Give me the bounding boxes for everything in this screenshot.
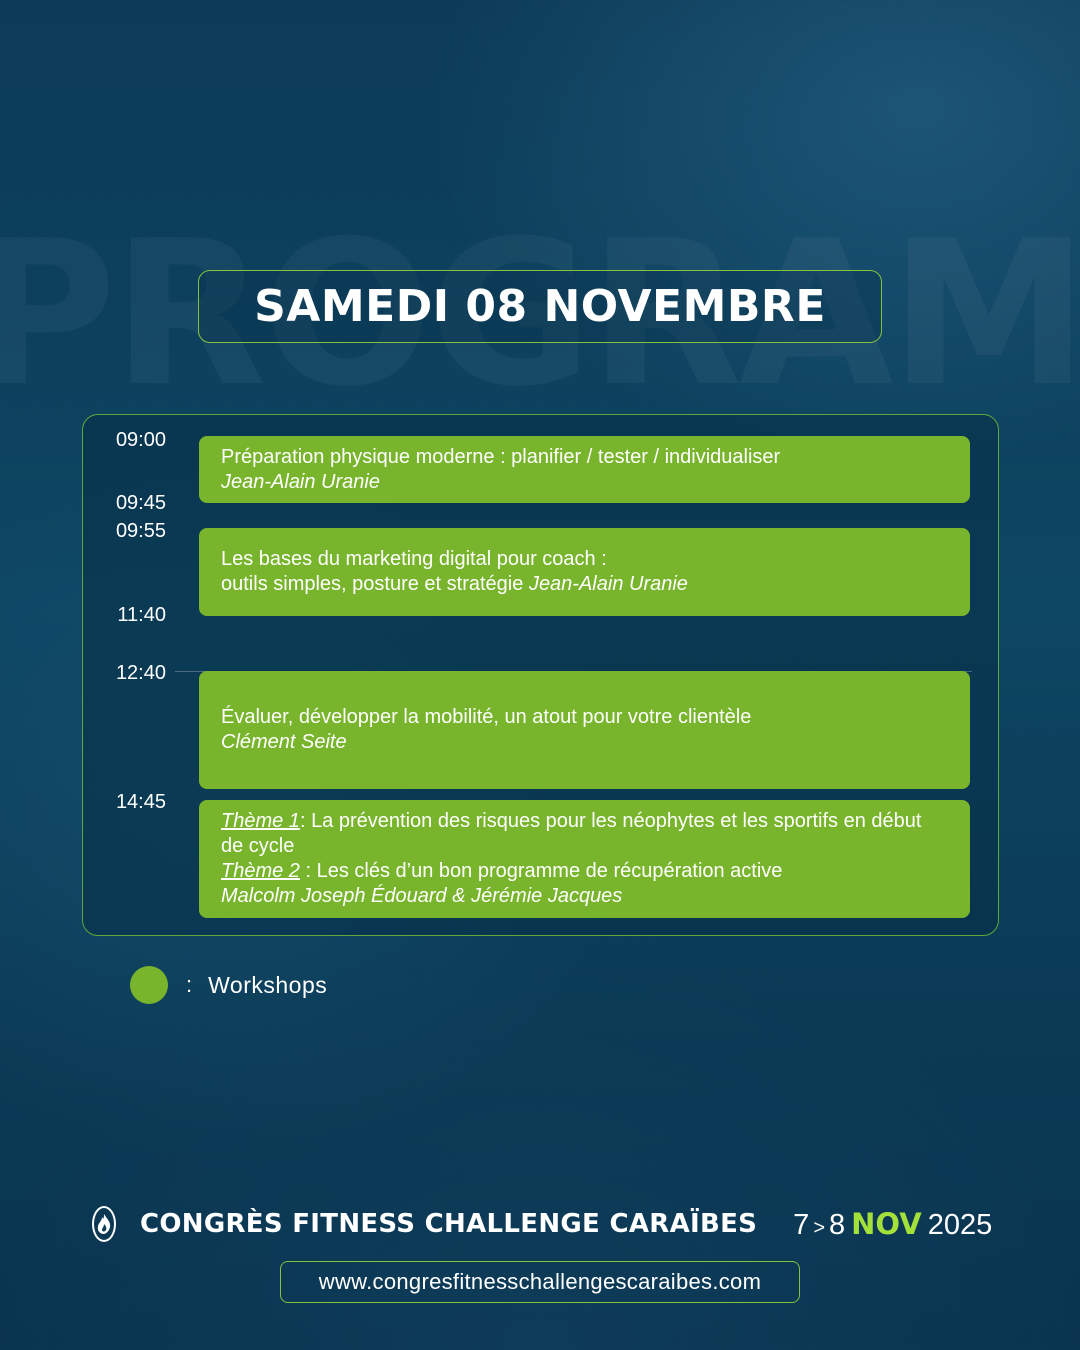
date-month: NOV xyxy=(851,1206,922,1241)
theme-label: Thème 2 xyxy=(221,860,300,882)
time-label: 12:40 xyxy=(115,662,166,684)
session-card: Thème 1: La prévention des risques pour les néophytes et les sportifs en début de cycle Thème 2 : Les clés d’un bon programme de récupération active Malcolm Joseph Édouard & Jérémie Jacques xyxy=(199,800,970,918)
legend-colon: : xyxy=(186,972,193,997)
theme-text: La prévention des risques pour les néophytes et les sportifs en début de cycle xyxy=(221,810,922,857)
legend-dot xyxy=(130,966,168,1004)
legend-label: Workshops xyxy=(208,971,328,998)
session-card xyxy=(199,671,970,789)
date-start: 7 xyxy=(793,1208,810,1241)
day-title-box xyxy=(198,270,882,343)
schedule-panel xyxy=(82,414,999,936)
theme-label: Thème 1 xyxy=(221,810,300,832)
session-title: Préparation physique moderne : planifier / tester / individualiser xyxy=(221,445,781,468)
event-dates xyxy=(793,1207,992,1242)
session-title: Les bases du marketing digital pour coach : xyxy=(221,548,607,570)
date-year: 2025 xyxy=(927,1208,993,1241)
legend xyxy=(130,966,327,1004)
time-label: 09:00 xyxy=(115,429,166,451)
time-label: 09:45 xyxy=(115,492,166,514)
footer xyxy=(92,1204,992,1244)
session-card xyxy=(199,436,970,503)
date-end: 8 xyxy=(829,1208,846,1241)
time-label: 14:45 xyxy=(115,791,166,813)
session-title: outils simples, posture et stratégie xyxy=(221,573,524,595)
congress-name: CONGRÈS FITNESS CHALLENGE CARAÏBES xyxy=(140,1209,758,1239)
flame-icon xyxy=(92,1206,116,1242)
day-title: SAMEDI 08 NOVEMBRE xyxy=(254,281,826,332)
time-label: 09:55 xyxy=(115,520,166,542)
session-speaker: Jean-Alain Uranie xyxy=(528,573,688,595)
website-link[interactable]: www.congresfitnesschallengescaraibes.com xyxy=(280,1261,800,1303)
session-speaker: Clément Seite xyxy=(221,731,347,753)
time-label: 11:40 xyxy=(117,604,166,626)
date-arrow: > xyxy=(813,1216,825,1239)
session-speaker: Malcolm Joseph Édouard & Jérémie Jacques xyxy=(221,885,623,907)
theme-text: Les clés d’un bon programme de récupération active xyxy=(316,860,783,882)
session-speaker: Jean-Alain Uranie xyxy=(221,470,380,493)
session-title: Évaluer, développer la mobilité, un atout pour votre clientèle xyxy=(221,706,752,728)
session-card xyxy=(199,528,970,616)
